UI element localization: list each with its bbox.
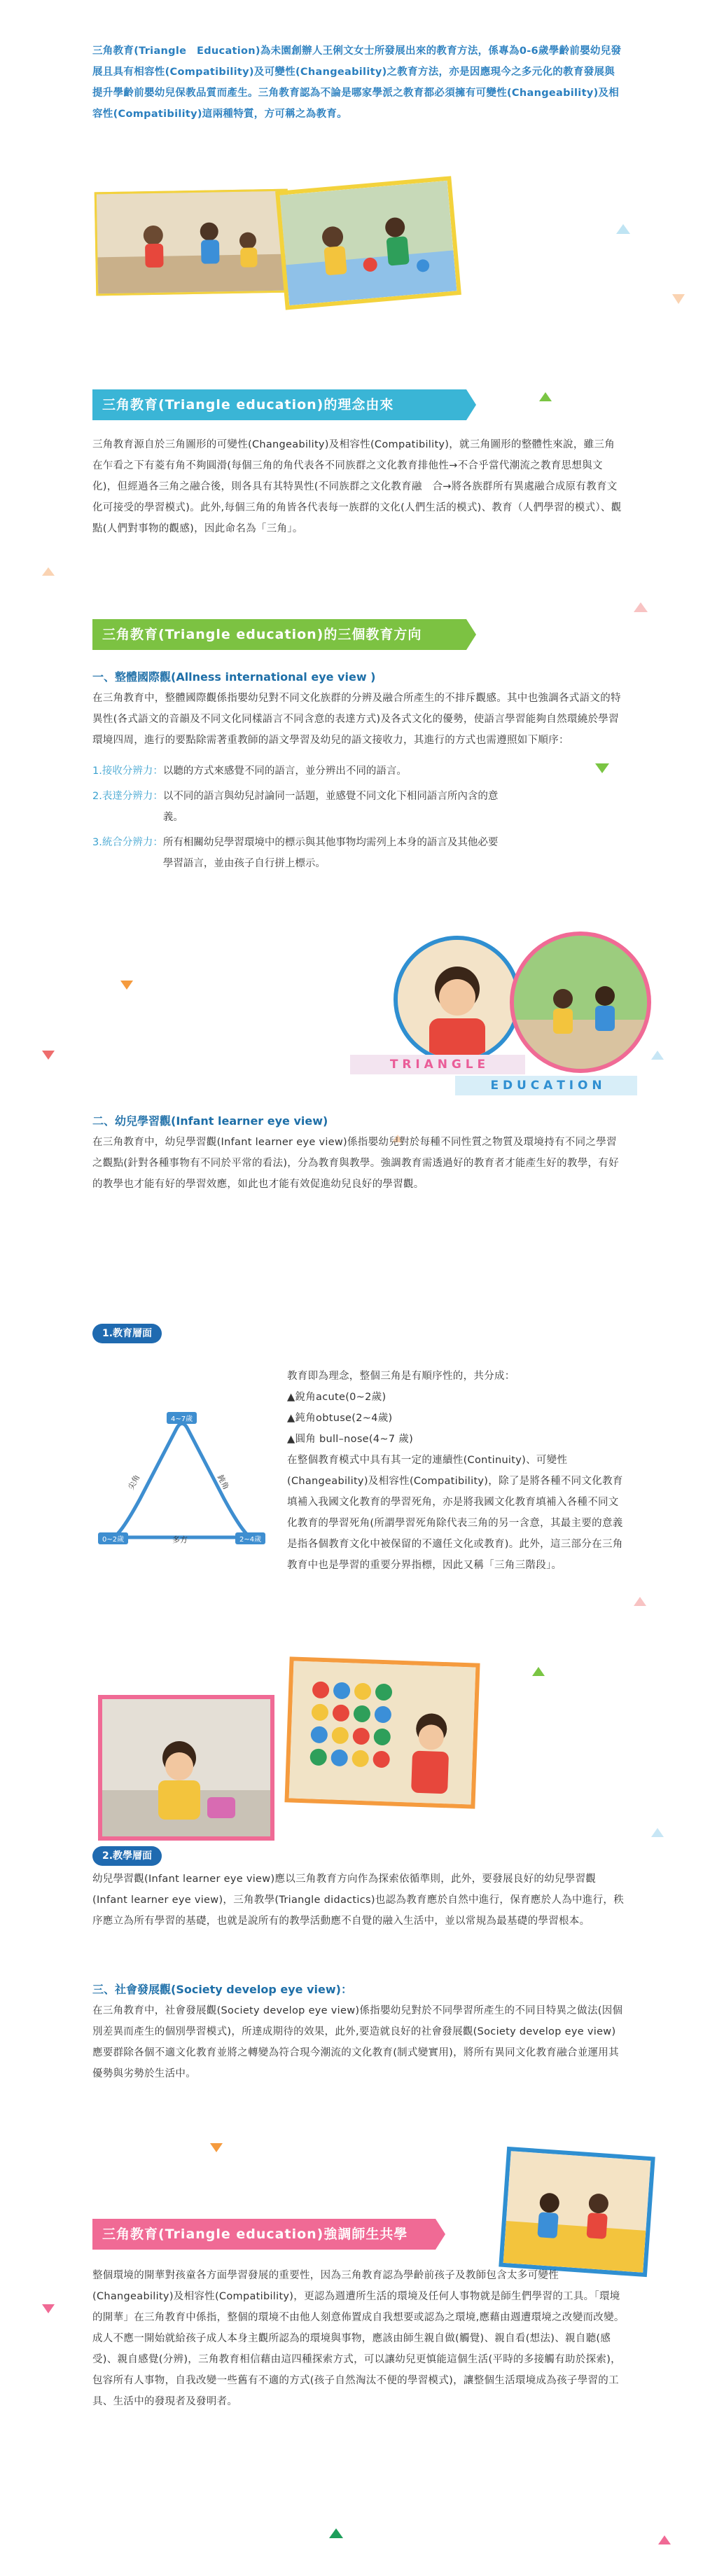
triangle-top-label: 4~7歲 — [167, 1412, 197, 1424]
logo-text-education: E D U C A T I O N — [455, 1076, 637, 1095]
triangle-decoration — [634, 1597, 646, 1606]
intro-paragraph: 三角教育(Triangle Education)為未園創辦人王俐文女士所發展出來的教育方法，係專為0-6歲學齡前嬰幼兒發展且具有相容性(Compatibility)及可變性(Changeability)之教育方法，亦是因應現今之多元化的教育發展與提升學齡前嬰幼兒保教品質而產生。三角教育認為不論是哪家學派之教育都必須擁有可變性(Changeability)及相容性(Compatibility)這兩種特質，方可稱之為教育。 — [92, 46, 622, 120]
triangle-decoration — [634, 602, 648, 612]
triangle-decoration — [329, 2528, 343, 2538]
list-item-text: 以聽的方式來感覺不同的語言，並分辨出不同的語言。 — [162, 766, 407, 777]
society-paragraph: 在三角教育中，社會發展觀(Society develop eye view)係指嬰幼兒對於不同學習所產生的不同目特異之做法(因個別差異而產生的個別學習模式)，所達成期待的效果，此外,要造就良好的社會發展觀(Society develop eye view)應要群除各個不適文化教育並將之轉變為符合現今潮流的文化教育(制式變實用)，將所有異同文化教育融合並運用其優勢與劣勢於生活中。 — [92, 2005, 623, 2079]
age-triangle-diagram — [98, 1408, 266, 1548]
list-item — [92, 761, 625, 782]
list-item — [92, 832, 625, 874]
section-banner-philosophy — [92, 389, 466, 420]
triangle-side-right-label: 鈍角 — [215, 1473, 231, 1491]
list-item — [92, 786, 625, 828]
outdoor-circle-photo — [510, 932, 651, 1073]
section-title: 三角教育(Triangle education)強調師生共學 — [102, 2227, 408, 2242]
section-paragraph: 三角教育源自於三角圖形的可變性(Changeability)及相容性(Compatibility)，就三角圖形的整體性來說，雖三角在乍看之下有菱有角不夠圓滑(每個三角的角代表各不同族群之文化教育排他性→不合乎當代潮流之教育思想與文化)，但經過各三角之融合後，則各具有其特異性(不同族群之文化教育融 合→將各族群所有異處融合成原有教育文化可接受的學習模式)。此外,每個三角的角皆各代表每一族群的文化(人們生活的模式)、教育（人們學習的模式）、觀點(人們對事物的觀感)，因此命名為「三角」。 — [92, 439, 622, 534]
children-playing-photo — [275, 176, 461, 310]
triangle-side-left-label: 尖角 — [126, 1473, 142, 1491]
age-item: ▲銳角acute(0~2歲) — [287, 1392, 387, 1403]
triangle-education-logo — [350, 932, 644, 1100]
education-intro: 教育即為理念，整個三角是有順序性的，共分成： — [287, 1371, 515, 1382]
triangle-decoration — [210, 2143, 223, 2152]
triangle-decoration — [651, 1828, 664, 1837]
teaching-paragraph: 幼兒學習觀(Infant learner eye view)應以三角教育方向作為探索依循準則，此外，要發展良好的幼兒學習觀(Infant learner eye view)，三角教學(Triangle didactics)也認為教育應於自然中進行，保育應於人為中進行，秩序應立為所有學習的基礎，也就是說所有的教學活動應不自覺的融入生活中，並以常規為最基礎的學習根本。 — [92, 1874, 624, 1927]
subheading-learner: 二、幼兒學習觀(Infant learner eye view) — [92, 1114, 328, 1128]
education-paragraph: 在整個教育模式中具有其一定的連續性(Continuity)、可變性(Changeability)及相容性(Compatibility)，除了是將各種不同文化教育填補入我國文化教育的學習死角，亦是將我國文化教育填補入各種不同文化教育的學習死角(所謂學習死角除代表三角的另一含意，其最主要的意義是指各個教育文化中被保留的不適任文化或教育)。此外，這三部分在三角教育中也是學習的重要分界指標，因此又稱「三角三階段」。 — [287, 1455, 623, 1571]
triangle-decoration — [42, 2304, 55, 2313]
triangle-decoration — [42, 567, 55, 576]
education-level-pill: 1.教育層面 — [92, 1324, 162, 1343]
list-item-text: 以不同的語言與幼兒討論同一話題，並感覺不同文化下相同語言所內含的意義。 — [162, 791, 499, 823]
subheading-international: 一、整體國際觀(Allness international eye view ) — [92, 670, 376, 684]
triangle-decoration — [651, 1051, 664, 1060]
section-banner-colearning — [92, 2219, 436, 2250]
section-paragraph: 在三角教育中，整體國際觀係指嬰幼兒對不同文化族群的分辨及融合所產生的不排斥觀感。其中也強調各式語文的特異性(各式語文的音韻及不同文化同樣語言不同含意的表達方式)及各式文化的優勢，使語言學習能夠自然環繞於學習環境四周，進行的要點除需著重教師的語文學習及幼兒的語文接收力，其進行的方式也需遵照如下順序： — [92, 693, 621, 746]
triangle-decoration — [539, 392, 552, 401]
child-circle-photo — [394, 936, 521, 1063]
section-title: 三角教育(Triangle education)的三個教育方向 — [102, 627, 422, 642]
building-blocks-photo — [284, 1656, 480, 1808]
colearning-paragraph: 整個環境的開華對孩童各方面學習發展的重要性，因為三角教育認為學齡前孩子及教師包含太多可變性(Changeability)及相容性(Compatibility)，更認為週遭所生活的環境及任何人事物就是師生們學習的工具。「環境的開華」在三角教育中係指，整個的環境不由他人刻意佈置成自我想要或認為之環境,應藉由週遭環境之改變而改變。成人不應一開始就給孩子成人本身主觀所認為的環境與事物，應該由師生親自做(觸覺)、親自看(想法)、親自聽(感受)、親自感覺(分辨)，三角教育相信藉由這四種探索方式，可以讓幼兒更慎能這個生活(平時的多接觸有助於探索)，包容所有人事物，自我改變一些舊有不適的方式(孩子自然淘汰不便的學習模式)，讓整個生活環境成為孩子學習的工具、生活中的發現者及發明者。 — [92, 2270, 625, 2407]
classroom-kids-photo — [499, 2147, 655, 2277]
age-item: ▲圓角 bull–nose(4~7 歲) — [287, 1434, 414, 1445]
triangle-right-label: 2~4歲 — [235, 1532, 265, 1544]
section-title: 三角教育(Triangle education)的理念由來 — [102, 397, 394, 413]
age-item: ▲鈍角obtuse(2~4歲) — [287, 1413, 393, 1424]
triangle-decoration — [616, 224, 630, 234]
triangle-decoration — [532, 1667, 545, 1676]
list-item-label: 2.表達分辨力： — [92, 791, 163, 802]
triangle-decoration — [658, 2535, 671, 2544]
triangle-decoration — [120, 981, 133, 990]
section-paragraph: 在三角教育中，幼兒學習觀(Infant learner eye view)係指嬰幼兒對於每種不同性質之物質及環境持有不同之學習之觀點(針對各種事物有不同於平常的看法)，分為教育與教學。強調教育需透過好的教育者才能產生好的教學，有好的教學也才能有好的學習效應，如此也才能有效促進幼兒良好的學習觀。 — [92, 1137, 619, 1190]
classroom-photo — [95, 189, 290, 296]
list-item-label: 3.統合分辨力： — [92, 837, 163, 848]
toddler-play-photo — [98, 1695, 274, 1841]
triangle-left-label: 0~2歲 — [98, 1532, 128, 1544]
list-item-text: 所有相關幼兒學習環境中的標示與其他事物均需列上本身的語言及其他必要學習語言，並由孩子自行拼上標示。 — [162, 837, 499, 869]
subheading-society: 三、社會發展觀(Society develop eye view)： — [92, 1983, 352, 1996]
triangle-base-label: 多方 — [172, 1535, 188, 1544]
teaching-level-pill: 2.教學層面 — [92, 1846, 162, 1866]
logo-text-triangle: T R I A N G L E — [350, 1055, 525, 1074]
list-item-label: 1.接收分辨力： — [92, 766, 163, 777]
triangle-decoration — [42, 1051, 55, 1060]
triangle-decoration — [672, 294, 685, 304]
section-banner-directions — [92, 619, 466, 650]
